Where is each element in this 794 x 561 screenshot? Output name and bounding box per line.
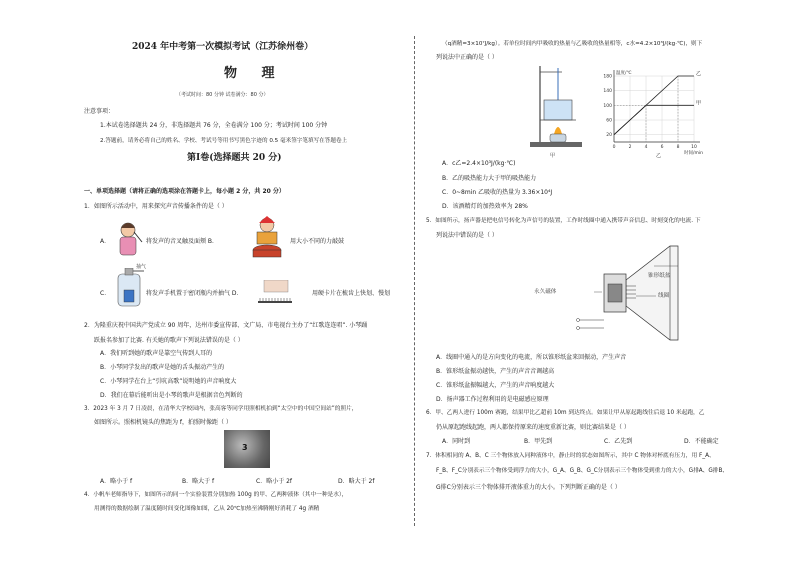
section-title: 第Ⅰ卷(选择题共 20 分): [187, 153, 282, 163]
q5-line-2: 列说法中错误的是（ ）: [436, 232, 498, 239]
q5-option-d: D．扬声器工作过程利用的是电磁感应原理: [436, 396, 549, 403]
q3-line-2: 如图所示。照相机镜头的焦距为 f，拍照时像距（ ）: [94, 419, 232, 426]
q6-line-2: 仍从原起跑线起跑，两人都保持原来的速度重新比赛，则比赛结果是（ ）: [436, 424, 630, 431]
series-label: 甲: [696, 100, 702, 107]
q6-option-a: A．同时到: [442, 438, 471, 445]
q4-line-4: 列说法中正确的是（ ）: [436, 54, 498, 61]
section-heading: 一、单项选择题（请将正确的选项涂在答题卡上，每小题 2 分，共 20 分）: [84, 188, 285, 195]
q2-option-a: A．我们听到她的歌声是靠空气传到人耳的: [100, 350, 213, 357]
jar-label: 抽气: [136, 264, 147, 270]
coil-label: 线圈: [658, 293, 670, 299]
figure-label-right: 乙: [656, 153, 662, 159]
note-2: 2.答题前，请务必将自己的姓名、学校、考试号等用书写黑色字迹的 0.5 毫米签字笔填写在答题卷上: [100, 138, 348, 144]
q4-option-a: A．c乙=2.4×10³J/(kg·℃): [442, 160, 516, 167]
q5-option-b: B．锥形纸盆振动越快，产生的声音音调越高: [436, 368, 555, 375]
heating-apparatus-figure: [526, 62, 590, 152]
speaker-figure: [574, 240, 714, 346]
y-tick-label: 180: [603, 74, 612, 80]
q1-stem: 1．如图所示活动中，用来探究声音传播条件的是（ ）: [84, 203, 228, 210]
comb-card-figure: [258, 280, 294, 304]
q3-option-a: A．略小于 f: [100, 478, 133, 485]
temperature-chart: [594, 66, 714, 156]
q2-option-c: C．小琴同学在台上“引吭高歌”说明她的声音响度大: [100, 378, 237, 385]
x-tick-label: 4: [644, 145, 648, 150]
x-tick-label: 2: [628, 145, 632, 150]
q4-option-b: B．乙的吸热能力大于甲的吸热能力: [442, 175, 537, 182]
bell-jar-figure: [114, 268, 146, 310]
cone-label: 锥形纸盆: [648, 273, 671, 279]
x-tick-label: 8: [676, 145, 680, 150]
y-axis-label: 温度/℃: [616, 71, 632, 76]
q6-line-1: 6．甲、乙两人进行 100m 赛跑，结果甲比乙超前 10m 到达终点。如果让甲从原起跑线往后退 10 米起跑，乙: [426, 410, 705, 416]
q4-line-1: 4．小帆车老师指导下，如图所示的同一个实验装置分别加热 100g 的甲、乙两种液体（其中一种是水），: [84, 492, 348, 498]
q2-option-d: D．我们在幕后能听出是小琴的歌声是根据音色判断的: [100, 392, 243, 399]
y-tick-label: 60: [606, 118, 612, 124]
q4-option-d: D．该酒精灯的加热效率为 28%: [442, 203, 528, 210]
q4-option-c: C．0~8min 乙吸收的热量为 3.36×10⁴J: [442, 189, 553, 196]
q1-option-c-text: 将发声手机置于密闭瓶内并抽气 D．: [146, 290, 243, 297]
q4-line-2: 用测得的数据绘制了温度随时间变化图像如图，乙从 20℃加热至沸腾刚好消耗了 4g 酒精: [94, 506, 320, 512]
drum-figure: [250, 216, 284, 260]
exam-meta: （考试时间：80 分钟 试卷满分：80 分）: [176, 92, 269, 98]
q2-line-2: 跃报名参加了比赛. 有关她的歌声下列说法错误的是（ ）: [94, 337, 244, 344]
y-tick-label: 100: [603, 103, 612, 109]
q5-option-c: C．锥形纸盆振幅越大，产生的声音响度越大: [436, 382, 555, 389]
magnet-label: 永久磁体: [534, 289, 557, 295]
figure-label-left: 甲: [550, 153, 556, 159]
note-1: 1.本试卷选择题共 24 分，非选择题共 76 分，全卷满分 100 分；考试时间 100 分钟: [100, 122, 328, 129]
q7-line-1: 7．体积相同的 A、B、C 三个物体放入同种液体中，静止时的状态如图所示，其中 C 物体对杯底有压力，用 F_A、: [426, 453, 715, 459]
photo-label: 3: [242, 443, 248, 452]
q1-option-b-text: 用大小不同的力敲鼓: [290, 238, 345, 245]
q3-line-1: 3．2023 年 3 月 7 日凌晨，在清华大学校园内，张高客等同学用照相机拍到“太空中的中国空间站”的照片，: [84, 406, 358, 412]
q3-option-b: B．略大于 f: [182, 478, 215, 485]
column-divider: [414, 36, 415, 526]
q4-line-3: （q酒精=3×10⁷J/kg）。若单位时间内甲吸收的热量与乙吸收的热量相等，c水=4.2×10³J/(kg·℃)，则下: [442, 41, 703, 47]
x-tick-label: 6: [660, 145, 664, 150]
q5-option-a: A．线圈中通入的是方向变化的电流，所以锥形纸盆来回振动，产生声音: [436, 354, 627, 361]
notes-heading: 注意事项：: [84, 108, 115, 115]
q2-line-1: 2．为隆重庆祝中国共产党成立 90 周年，达州市委宣传部、文广局、市电视台主办了“红歌连连唱”. 小琴踊: [84, 322, 368, 329]
q6-option-b: B．甲先到: [524, 438, 553, 445]
y-tick-label: 20: [606, 133, 612, 139]
q7-line-2: F_B、F_C分别表示三个物体受到浮力的大小，G_A、G_B、G_C分别表示三个物体受到重力的大小，G排A、G排B、: [436, 468, 729, 474]
y-tick-label: 140: [603, 89, 612, 95]
q1-option-a-label: A．: [100, 238, 111, 245]
q7-line-3: G排C分别表示三个物体排开液体重力的大小。下列判断正确的是（ ）: [436, 484, 621, 491]
q1-option-c-label: C．: [100, 290, 111, 297]
x-tick-label: 10: [691, 145, 697, 150]
q5-line-1: 5．如图所示，扬声器是把电信号转化为声信号的装置，工作时线圈中通入携带声音信息、时刻变化的电流. 下: [426, 218, 701, 224]
exam-title: 2024 年中考第一次模拟考试（江苏徐州卷）: [132, 42, 314, 52]
subject-title: 物 理: [224, 66, 285, 81]
x-tick-label: 0: [612, 145, 616, 150]
q1-option-d-text: 用硬卡片在梳齿上快划、慢划: [312, 290, 391, 297]
x-axis-label: 时间/min: [684, 151, 704, 156]
q6-option-d: D．不能确定: [684, 438, 719, 445]
series-label: 乙: [696, 71, 702, 77]
q6-option-c: C．乙先到: [604, 438, 633, 445]
tuning-fork-figure: [112, 220, 144, 258]
q2-option-b: B．小琴同学发出的歌声是她的舌头振动产生的: [100, 364, 225, 371]
q3-option-d: D．略大于 2f: [338, 478, 375, 485]
q3-option-c: C．略小于 2f: [256, 478, 293, 485]
q1-option-a-text: 将发声的音叉触及面颊 B．: [146, 238, 219, 245]
